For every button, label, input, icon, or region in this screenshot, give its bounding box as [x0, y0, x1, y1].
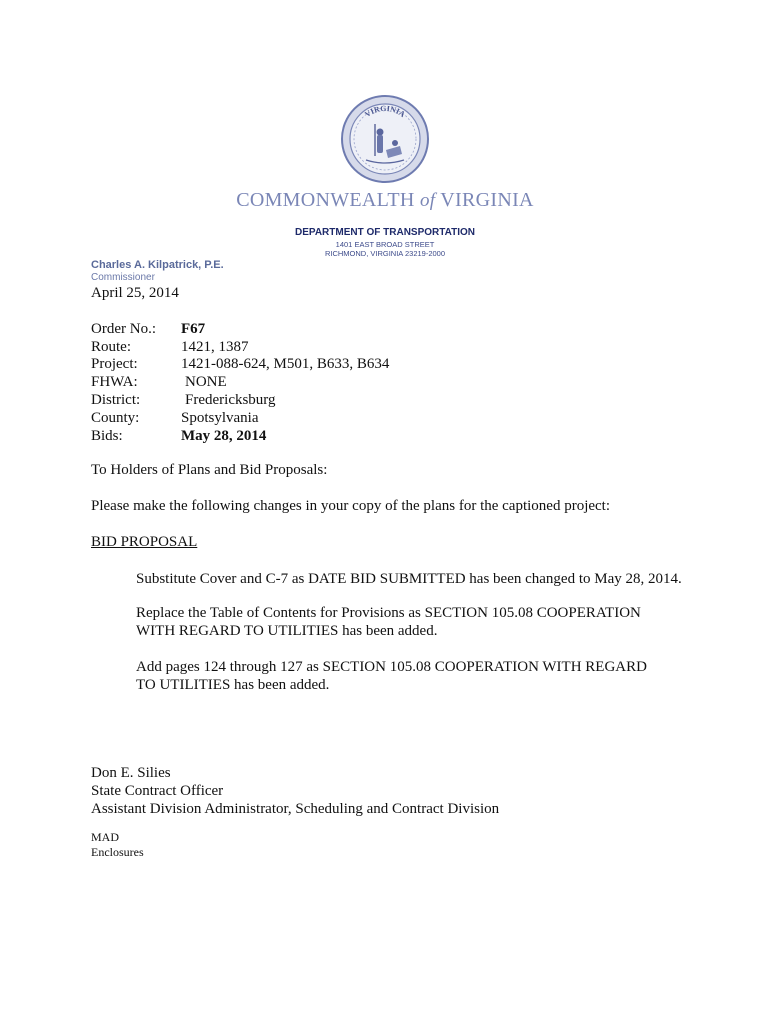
virginia-seal-logo	[340, 94, 430, 184]
commonwealth-main: COMMONWEALTH	[236, 189, 415, 211]
project-label: Project:	[91, 356, 138, 372]
department-name: DEPARTMENT OF TRANSPORTATION	[295, 227, 475, 238]
order-no-label: Order No.:	[91, 321, 156, 337]
change-item-1: Substitute Cover and C-7 as DATE BID SUBMITTED has been changed to May 28, 2014.	[136, 571, 682, 587]
commonwealth-state: VIRGINIA	[440, 189, 534, 211]
bids-label: Bids:	[91, 428, 123, 444]
project-value: 1421-088-624, M501, B633, B634	[181, 356, 390, 372]
signatory-title-1: State Contract Officer	[91, 783, 224, 799]
commonwealth-heading	[0, 189, 770, 212]
fhwa-label: FHWA:	[91, 374, 138, 390]
letter-date: April 25, 2014	[91, 285, 179, 301]
instructions: Please make the following changes in your copy of the plans for the captioned project:	[91, 498, 611, 514]
county-value: Spotsylvania	[181, 410, 259, 426]
commissioner-title: Commissioner	[91, 272, 155, 283]
svg-text:VIRGINIA: VIRGINIA	[363, 103, 407, 119]
route-value: 1421, 1387	[181, 339, 249, 355]
change-item-3: Add pages 124 through 127 as SECTION 105.08 COOPERATION WITH REGARD TO UTILITIES has been added.	[136, 659, 647, 693]
signatory-name: Don E. Silies	[91, 765, 171, 781]
salutation: To Holders of Plans and Bid Proposals:	[91, 462, 328, 478]
section-heading: BID PROPOSAL	[91, 534, 198, 550]
county-label: County:	[91, 410, 140, 426]
commonwealth-of: of	[419, 190, 436, 211]
order-no-value: F67	[181, 321, 206, 337]
fhwa-value: NONE	[185, 374, 227, 390]
department-address-line2: RICHMOND, VIRGINIA 23219-2000	[324, 249, 446, 258]
typist-initials: MAD	[91, 830, 120, 844]
change-item-2: Replace the Table of Contents for Provisions as SECTION 105.08 COOPERATION WITH REGARD TO UTILITIES has been added.	[136, 605, 641, 639]
department-address-line1: 1401 EAST BROAD STREET	[335, 240, 435, 249]
signatory-title-2: Assistant Division Administrator, Scheduling and Contract Division	[91, 801, 500, 817]
district-value: Fredericksburg	[185, 392, 276, 408]
route-label: Route:	[91, 339, 131, 355]
bids-value: May 28, 2014	[181, 428, 267, 444]
commissioner-name: Charles A. Kilpatrick, P.E.	[91, 259, 224, 271]
district-label: District:	[91, 392, 141, 408]
enclosures-note: Enclosures	[91, 845, 144, 859]
